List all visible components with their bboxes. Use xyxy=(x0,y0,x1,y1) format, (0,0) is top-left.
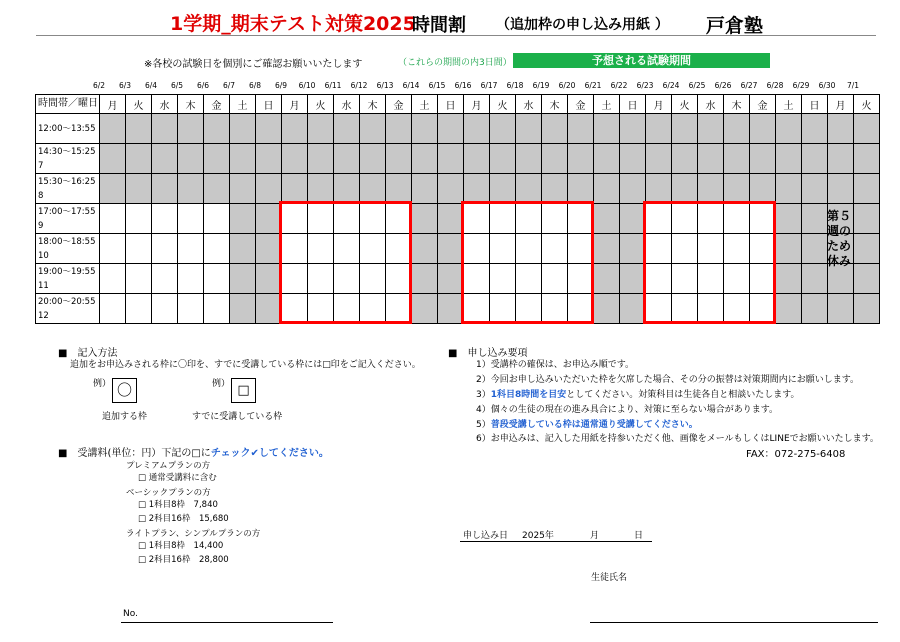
date-underline xyxy=(460,541,652,542)
closed-cell xyxy=(412,234,438,264)
date-label: 6/25 xyxy=(688,81,706,90)
date-label: 6/5 xyxy=(170,81,184,90)
closed-cell xyxy=(152,174,178,204)
closed-cell xyxy=(412,294,438,324)
closed-cell xyxy=(672,144,698,174)
closed-cell xyxy=(594,294,620,324)
slot-cell[interactable] xyxy=(126,234,152,264)
period-number: 7 xyxy=(38,160,44,171)
example-label-2: 例） xyxy=(212,379,231,389)
closed-cell xyxy=(750,114,776,144)
closed-cell xyxy=(698,174,724,204)
corner-header: 時間帯／曜日 xyxy=(36,95,100,114)
date-label: 6/29 xyxy=(792,81,810,90)
closed-cell xyxy=(256,294,282,324)
closed-cell xyxy=(282,114,308,144)
closed-cell xyxy=(568,114,594,144)
closed-cell xyxy=(412,264,438,294)
closed-cell xyxy=(438,234,464,264)
closed-cell xyxy=(646,174,672,204)
week5-note: 第５週のため休み xyxy=(827,209,852,268)
closed-cell xyxy=(828,114,854,144)
weekday-header: 月 xyxy=(464,95,490,114)
weekday-header: 金 xyxy=(568,95,594,114)
closed-cell xyxy=(646,114,672,144)
closed-cell xyxy=(230,114,256,144)
closed-cell xyxy=(126,174,152,204)
period-number: 10 xyxy=(38,250,49,261)
weekday-header: 日 xyxy=(802,95,828,114)
requirement-2: 2）今回お申し込みいただいた枠を欠席した場合、その分の振替は対策期間内にお願いします。 xyxy=(476,375,860,385)
period-label xyxy=(36,204,100,234)
closed-cell xyxy=(854,264,880,294)
closed-cell xyxy=(230,174,256,204)
weekday-header: 水 xyxy=(516,95,542,114)
closed-cell xyxy=(724,174,750,204)
example-box-add xyxy=(112,378,137,403)
requirement-5 xyxy=(476,417,698,430)
closed-cell xyxy=(334,114,360,144)
plan-basic-option-2[interactable]: □ 2科目16枠 15,680 xyxy=(138,514,229,524)
closed-cell xyxy=(490,174,516,204)
example-caption-existing: すでに受講している枠 xyxy=(192,412,283,422)
closed-cell xyxy=(282,144,308,174)
entry-method-instruction: 追加をお申込みされる枠に〇印を、すでに受講している枠には□印をご記入ください。 xyxy=(70,360,421,370)
closed-cell xyxy=(334,174,360,204)
date-label: 6/13 xyxy=(376,81,394,90)
period-number: 8 xyxy=(38,190,44,201)
closed-cell xyxy=(360,114,386,144)
closed-cell xyxy=(802,294,828,324)
title-main: 1学期_期末テスト対策2025 xyxy=(170,13,416,35)
date-row xyxy=(0,81,900,93)
slot-cell[interactable] xyxy=(204,294,230,324)
closed-cell xyxy=(412,144,438,174)
weekday-header: 水 xyxy=(334,95,360,114)
closed-cell xyxy=(256,114,282,144)
date-label: 6/2 xyxy=(92,81,106,90)
closed-cell xyxy=(334,144,360,174)
plan-basic-option-1[interactable]: □ 1科目8枠 7,840 xyxy=(138,500,218,510)
closed-cell xyxy=(464,114,490,144)
closed-cell xyxy=(412,174,438,204)
closed-cell xyxy=(776,234,802,264)
title-sub: 時間割 xyxy=(412,15,466,36)
weekday-header: 火 xyxy=(308,95,334,114)
slot-cell[interactable] xyxy=(126,264,152,294)
date-label: 6/11 xyxy=(324,81,342,90)
closed-cell xyxy=(152,144,178,174)
timetable-grid xyxy=(35,94,880,324)
closed-cell xyxy=(204,144,230,174)
date-label: 6/21 xyxy=(584,81,602,90)
closed-cell xyxy=(620,264,646,294)
weekday-header: 木 xyxy=(360,95,386,114)
fees-heading-check: チェック✔してください。 xyxy=(210,448,329,459)
date-label: 6/8 xyxy=(248,81,262,90)
weekday-header: 金 xyxy=(750,95,776,114)
closed-cell xyxy=(776,264,802,294)
closed-cell xyxy=(672,114,698,144)
student-name-underline xyxy=(590,622,878,623)
slot-cell[interactable] xyxy=(178,264,204,294)
closed-cell xyxy=(854,174,880,204)
date-label: 6/20 xyxy=(558,81,576,90)
weekday-header: 木 xyxy=(178,95,204,114)
closed-cell xyxy=(620,144,646,174)
slot-cell[interactable] xyxy=(178,294,204,324)
date-label: 6/24 xyxy=(662,81,680,90)
closed-cell xyxy=(438,144,464,174)
date-label: 7/1 xyxy=(846,81,860,90)
weekday-header: 月 xyxy=(100,95,126,114)
closed-cell xyxy=(776,174,802,204)
date-label: 6/17 xyxy=(480,81,498,90)
fax-number: FAX：072-275-6408 xyxy=(746,449,846,460)
weekday-header: 金 xyxy=(386,95,412,114)
closed-cell xyxy=(490,114,516,144)
closed-cell xyxy=(256,234,282,264)
closed-cell xyxy=(100,174,126,204)
closed-cell xyxy=(490,144,516,174)
closed-cell xyxy=(204,114,230,144)
closed-cell xyxy=(438,174,464,204)
closed-cell xyxy=(464,144,490,174)
example-caption-add: 追加する枠 xyxy=(102,412,148,422)
requirement-1: 1）受講枠の確保は、お申込み順です。 xyxy=(476,360,635,370)
closed-cell xyxy=(750,174,776,204)
period-time: 15:30～16:25 xyxy=(38,176,96,187)
closed-cell xyxy=(594,144,620,174)
closed-cell xyxy=(828,174,854,204)
closed-cell xyxy=(438,294,464,324)
slot-cell[interactable] xyxy=(178,204,204,234)
closed-cell xyxy=(776,294,802,324)
closed-cell xyxy=(100,114,126,144)
closed-cell xyxy=(308,174,334,204)
closed-cell xyxy=(854,144,880,174)
closed-cell xyxy=(464,174,490,204)
closed-cell xyxy=(308,144,334,174)
school-name: 戸倉塾 xyxy=(706,15,764,37)
closed-cell xyxy=(646,144,672,174)
weekday-header: 月 xyxy=(282,95,308,114)
date-label: 6/9 xyxy=(274,81,288,90)
period-number: 11 xyxy=(38,280,49,291)
closed-cell xyxy=(672,174,698,204)
closed-cell xyxy=(386,144,412,174)
date-label: 6/14 xyxy=(402,81,420,90)
application-month: 月 xyxy=(590,531,600,541)
closed-cell xyxy=(802,174,828,204)
closed-cell xyxy=(230,144,256,174)
period-label xyxy=(36,174,100,204)
slot-cell[interactable] xyxy=(100,234,126,264)
requirement-4: 4）個々の生徒の現在の進み具合により、対策に至らない場合があります。 xyxy=(476,405,779,415)
date-label: 6/18 xyxy=(506,81,524,90)
slot-cell[interactable] xyxy=(100,294,126,324)
weekday-header: 火 xyxy=(490,95,516,114)
title-paren: （追加枠の申し込み用紙 ） xyxy=(496,17,669,33)
circle-mark-icon: 〇 xyxy=(116,381,132,399)
number-underline xyxy=(121,622,333,623)
weekday-header: 土 xyxy=(594,95,620,114)
requirement-3 xyxy=(476,387,800,400)
closed-cell xyxy=(516,144,542,174)
closed-cell xyxy=(854,234,880,264)
fees-heading xyxy=(58,444,329,459)
slot-cell[interactable] xyxy=(100,264,126,294)
closed-cell xyxy=(256,204,282,234)
closed-cell xyxy=(828,144,854,174)
date-label: 6/3 xyxy=(118,81,132,90)
closed-cell xyxy=(594,204,620,234)
date-label: 6/28 xyxy=(766,81,784,90)
requirement-3-emphasis: 1科目8時間を目安 xyxy=(490,390,567,400)
closed-cell xyxy=(516,174,542,204)
closed-cell xyxy=(594,264,620,294)
period-time: 20:00～20:55 xyxy=(38,296,96,307)
requirement-6: 6）お申込みは、記入した用紙を持参いただく他、画像をメールもしくはLINEでお願いいたします。 xyxy=(476,434,879,444)
date-label: 6/22 xyxy=(610,81,628,90)
closed-cell xyxy=(750,144,776,174)
closed-cell xyxy=(776,144,802,174)
closed-cell xyxy=(776,114,802,144)
closed-cell xyxy=(854,294,880,324)
closed-cell xyxy=(594,114,620,144)
notice-text: ※各校の試験日を個別にご確認お願いいたします xyxy=(144,59,363,70)
date-label: 6/16 xyxy=(454,81,472,90)
plan-light: ライトプラン、シンプルプランの方 xyxy=(126,529,261,539)
closed-cell xyxy=(152,114,178,144)
period-time: 12:00～13:55 xyxy=(38,123,96,134)
closed-cell xyxy=(126,114,152,144)
date-label: 6/12 xyxy=(350,81,368,90)
closed-cell xyxy=(698,114,724,144)
slot-cell[interactable] xyxy=(100,204,126,234)
date-label: 6/15 xyxy=(428,81,446,90)
title-rule xyxy=(36,35,876,36)
closed-cell xyxy=(854,204,880,234)
closed-cell xyxy=(620,114,646,144)
plan-light-option-2[interactable]: □ 2科目16枠 28,800 xyxy=(138,555,229,565)
closed-cell xyxy=(178,114,204,144)
closed-cell xyxy=(802,144,828,174)
closed-cell xyxy=(178,174,204,204)
period-number: 9 xyxy=(38,220,44,231)
closed-cell xyxy=(230,294,256,324)
closed-cell xyxy=(204,174,230,204)
closed-cell xyxy=(230,204,256,234)
slot-cell[interactable] xyxy=(178,234,204,264)
closed-cell xyxy=(620,294,646,324)
weekday-header: 月 xyxy=(828,95,854,114)
period-time: 17:00～17:55 xyxy=(38,206,96,217)
closed-cell xyxy=(802,114,828,144)
period-label xyxy=(36,114,100,144)
weekday-header: 火 xyxy=(854,95,880,114)
slot-cell[interactable] xyxy=(152,294,178,324)
date-label: 6/23 xyxy=(636,81,654,90)
closed-cell xyxy=(724,144,750,174)
closed-cell xyxy=(594,174,620,204)
weekday-header: 金 xyxy=(204,95,230,114)
closed-cell xyxy=(386,174,412,204)
period-label xyxy=(36,144,100,174)
weekday-header: 木 xyxy=(542,95,568,114)
requirement-3-num: 3） xyxy=(476,390,491,400)
date-label: 6/6 xyxy=(196,81,210,90)
exam-period-box xyxy=(461,201,594,324)
closed-cell xyxy=(620,174,646,204)
exam-period-box xyxy=(643,201,776,324)
closed-cell xyxy=(360,174,386,204)
date-label: 6/30 xyxy=(818,81,836,90)
closed-cell xyxy=(828,294,854,324)
closed-cell xyxy=(542,144,568,174)
slot-cell[interactable] xyxy=(204,234,230,264)
weekday-header: 火 xyxy=(672,95,698,114)
closed-cell xyxy=(230,264,256,294)
period-time: 18:00～18:55 xyxy=(38,236,96,247)
closed-cell xyxy=(126,144,152,174)
example-box-existing xyxy=(231,378,256,403)
exam-period-box xyxy=(279,201,412,324)
weekday-header: 土 xyxy=(230,95,256,114)
closed-cell xyxy=(282,174,308,204)
period-label xyxy=(36,264,100,294)
closed-cell xyxy=(230,234,256,264)
slot-cell[interactable] xyxy=(204,204,230,234)
entry-method-heading: ■ 記入方法 xyxy=(58,348,118,359)
closed-cell xyxy=(802,264,828,294)
requirement-3-rest: としてください。対策科目は生徒各自と相談いたします。 xyxy=(566,390,800,400)
requirement-5-num: 5） xyxy=(476,420,491,430)
exam-period-badge: 予想される試験期間 xyxy=(513,53,770,68)
weekday-header: 日 xyxy=(438,95,464,114)
weekday-header: 水 xyxy=(152,95,178,114)
application-day: 日 xyxy=(634,531,644,541)
closed-cell xyxy=(360,144,386,174)
slot-cell[interactable] xyxy=(152,234,178,264)
period-time: 19:00～19:55 xyxy=(38,266,96,277)
closed-cell xyxy=(256,174,282,204)
plan-premium-option-1[interactable]: □ 通常受講料に含む xyxy=(138,473,217,483)
weekday-header: 日 xyxy=(256,95,282,114)
example-label-1: 例） xyxy=(93,379,112,389)
weekday-header: 日 xyxy=(620,95,646,114)
closed-cell xyxy=(386,114,412,144)
weekday-header: 木 xyxy=(724,95,750,114)
closed-cell xyxy=(542,174,568,204)
closed-cell xyxy=(438,204,464,234)
fees-heading-text: ■ 受講料(単位：円）下記の□に xyxy=(58,448,211,459)
notice-note: （これらの期間の内3日間） xyxy=(398,58,512,68)
closed-cell xyxy=(438,264,464,294)
plan-basic: ベーシックプランの方 xyxy=(126,488,211,498)
closed-cell xyxy=(542,114,568,144)
application-year: 2025年 xyxy=(522,531,554,541)
date-label: 6/4 xyxy=(144,81,158,90)
closed-cell xyxy=(802,234,828,264)
date-label: 6/10 xyxy=(298,81,316,90)
requirement-5-emphasis: 普段受講している枠は通常通り受講してください。 xyxy=(490,420,698,430)
closed-cell xyxy=(620,234,646,264)
weekday-header: 土 xyxy=(412,95,438,114)
date-label: 6/7 xyxy=(222,81,236,90)
slot-cell[interactable] xyxy=(152,204,178,234)
weekday-header: 火 xyxy=(126,95,152,114)
weekday-header: 土 xyxy=(776,95,802,114)
closed-cell xyxy=(594,234,620,264)
closed-cell xyxy=(412,114,438,144)
application-date-label: 申し込み日 xyxy=(463,531,509,541)
slot-cell[interactable] xyxy=(152,264,178,294)
closed-cell xyxy=(100,144,126,174)
square-mark-icon: □ xyxy=(237,383,250,398)
closed-cell xyxy=(438,114,464,144)
period-time: 14:30～15:25 xyxy=(38,146,96,157)
plan-premium: プレミアムプランの方 xyxy=(126,461,211,471)
date-label: 6/27 xyxy=(740,81,758,90)
weekday-header: 月 xyxy=(646,95,672,114)
period-label xyxy=(36,294,100,324)
closed-cell xyxy=(256,144,282,174)
student-name-label: 生徒氏名 xyxy=(591,573,628,583)
requirements-heading: ■ 申し込み要項 xyxy=(448,348,528,359)
weekday-header: 水 xyxy=(698,95,724,114)
closed-cell xyxy=(516,114,542,144)
period-number: 12 xyxy=(38,310,49,321)
period-label xyxy=(36,234,100,264)
closed-cell xyxy=(724,114,750,144)
closed-cell xyxy=(256,264,282,294)
closed-cell xyxy=(854,114,880,144)
closed-cell xyxy=(568,174,594,204)
date-label: 6/19 xyxy=(532,81,550,90)
slot-cell[interactable] xyxy=(204,264,230,294)
number-label: No. xyxy=(123,609,138,619)
slot-cell[interactable] xyxy=(126,204,152,234)
closed-cell xyxy=(178,144,204,174)
closed-cell xyxy=(802,204,828,234)
slot-cell[interactable] xyxy=(126,294,152,324)
closed-cell xyxy=(776,204,802,234)
closed-cell xyxy=(308,114,334,144)
closed-cell xyxy=(412,204,438,234)
closed-cell xyxy=(568,144,594,174)
date-label: 6/26 xyxy=(714,81,732,90)
closed-cell xyxy=(620,204,646,234)
plan-light-option-1[interactable]: □ 1科目8枠 14,400 xyxy=(138,541,224,551)
closed-cell xyxy=(698,144,724,174)
